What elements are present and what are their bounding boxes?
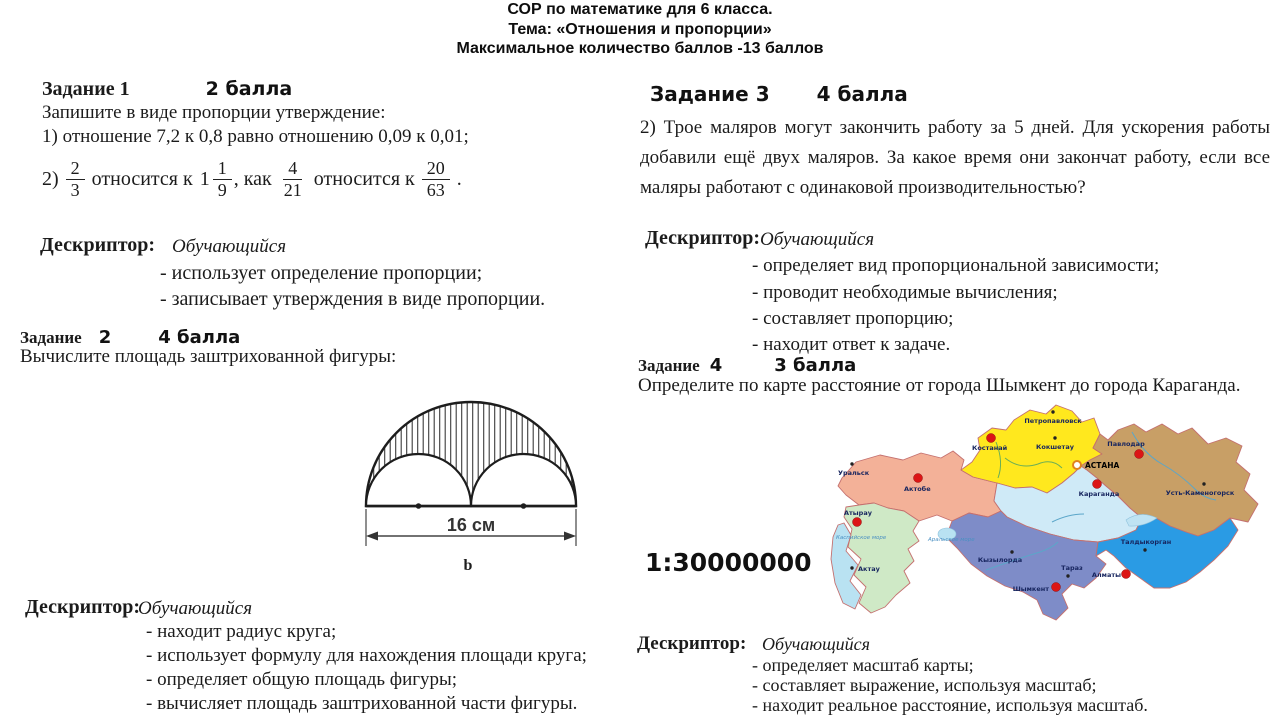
task4-descriptor-item: - определяет масштаб карты; [752,655,974,675]
map-city-karaganda: Караганда [1078,490,1120,498]
item2-mid2: , как [233,167,272,190]
task4-points: 3 балла [774,355,857,376]
task3-points: 4 балла [816,82,908,106]
map-capital-label: АСТАНА [1085,461,1120,470]
map-scale: 1:30000000 [645,548,812,577]
task1-descriptor-item: - записывает утверждения в виде пропорции. [160,288,546,310]
task2-points: 4 балла [158,327,241,348]
task4-descriptor-item: - составляет выражение, используя масштаб; [752,675,1097,695]
arrowhead-right [564,532,576,541]
arrowhead-left [366,532,378,541]
task4-heading [638,355,856,376]
task1-heading [42,78,292,101]
task1-descriptor-student: Обучающийся [172,236,287,257]
task4-descriptor-label: Дескриптор: [637,633,747,654]
kazakhstan-map [800,398,1272,630]
item2-prefix: 2) [42,167,59,190]
item2-whole: 1 [199,167,210,190]
item2-mid1: относится к [91,167,193,190]
task2-descriptor-item: - находит радиус круга; [146,621,337,642]
task4-title: Задание [638,356,700,375]
map-city-aktobe: Актобе [904,485,931,493]
task2-intro: Вычислите площадь заштрихованной фигуры: [20,346,397,367]
task1-intro: Запишите в виде пропорции утверждение: [42,102,386,123]
task1-points: 2 балла [205,78,293,100]
item2-end: . [456,167,462,190]
map-sea-caspian-label: Каспийское море [836,535,887,541]
task2-title: Задание [20,328,82,347]
task4-descriptor-item: - находит реальное расстояние, используя масштаб. [752,695,1148,715]
task2-descriptor-item: - определяет общую площадь фигуры; [146,669,458,690]
task2-descriptor-item: - вычисляет площадь заштрихованной части фигуры. [146,693,578,714]
fraction-20-63: $\frac{20}{63}$ [422,159,450,200]
map-city-almaty: Алматы [1091,571,1121,579]
map-city-petropavlovsk: Петропавловск [1024,417,1082,425]
task3-descriptor-label: Дескриптор: [645,227,761,249]
task4-descriptor-student: Обучающийся [762,634,871,654]
task2-descriptor-label: Дескриптор: [25,596,141,618]
center-dot-left [416,503,422,509]
task2-descriptor-student: Обучающийся [138,598,253,619]
map-city-kyzylorda: Кызылорда [977,556,1023,564]
task1-descriptor-item: - использует определение пропорции; [160,262,483,284]
shaded-figure [360,398,582,576]
fraction-1-9: $\frac{1}{9}$ [213,159,232,200]
task4-intro: Определите по карте расстояние от города Шымкент до города Караганда. [638,375,1241,396]
center-dot-right [521,503,527,509]
task3-title: Задание 3 [650,82,770,106]
task2-descriptor-item: - использует формулу для нахождения площади круга; [146,645,587,666]
task3-descriptor-item: - составляет пропорцию; [752,308,954,329]
fraction-4-21: $\frac{4}{21}$ [283,157,302,200]
map-city-pavlodar: Павлодар [1107,440,1145,448]
task1-title: Задание 1 [42,78,130,100]
figure-caption: b [463,557,473,574]
header-line-3: Максимальное количество баллов -13 баллов [456,40,824,57]
task3-descriptor-student: Обучающийся [760,229,875,250]
task2-number: 2 [98,327,112,348]
task3-descriptor-item: - находит ответ к задаче. [752,334,951,355]
map-city-shymkent: Шымкент [1012,585,1049,593]
map-city-uralsk: Уральск [838,469,870,477]
header-line-1: СОР по математике для 6 класса. [507,1,773,18]
task1-descriptor-label: Дескриптор: [40,234,156,256]
task1-item1: 1) отношение 7,2 к 0,8 равно отношению 0,09 к 0,01; [42,126,469,147]
task3-descriptor-item: - проводит необходимые вычисления; [752,282,1058,303]
map-city-ust-kamenogorsk: Усть-Каменогорск [1165,489,1235,497]
task2-heading [20,327,240,348]
fraction-2-3: $\frac{2}{3}$ [66,159,85,200]
map-city-aktau: Актау [858,565,880,573]
map-city-atyrau: Атырау [844,509,872,517]
task3-descriptor-item: - определяет вид пропорциональной зависимости; [752,255,1160,276]
map-city-taraz: Тараз [1061,564,1083,572]
capital-marker [1073,461,1081,469]
item2-mid3: относится к [313,167,415,190]
task4-number: 4 [709,355,723,376]
task3-text: 2) Трое маляров могут закончить работу за 5 дней. Для ускорения работы добавили ещё двух маляров. За какое время они закончат работу, если все маляры работают с одинаковой производительностью? [640,117,1270,198]
dimension-label: 16 см [446,515,496,535]
map-city-kokshetau: Кокшетау [1036,443,1074,451]
document-header [0,0,1280,59]
map-sea-aral-label: Аральское море [928,537,975,543]
map-city-kostanay: Костанай [972,444,1008,452]
header-line-2: Тема: «Отношения и пропорции» [508,20,772,38]
task1-item2 [42,150,462,208]
map-city-taldykorgan: Талдыкорган [1120,538,1172,546]
task3-heading [650,82,908,106]
